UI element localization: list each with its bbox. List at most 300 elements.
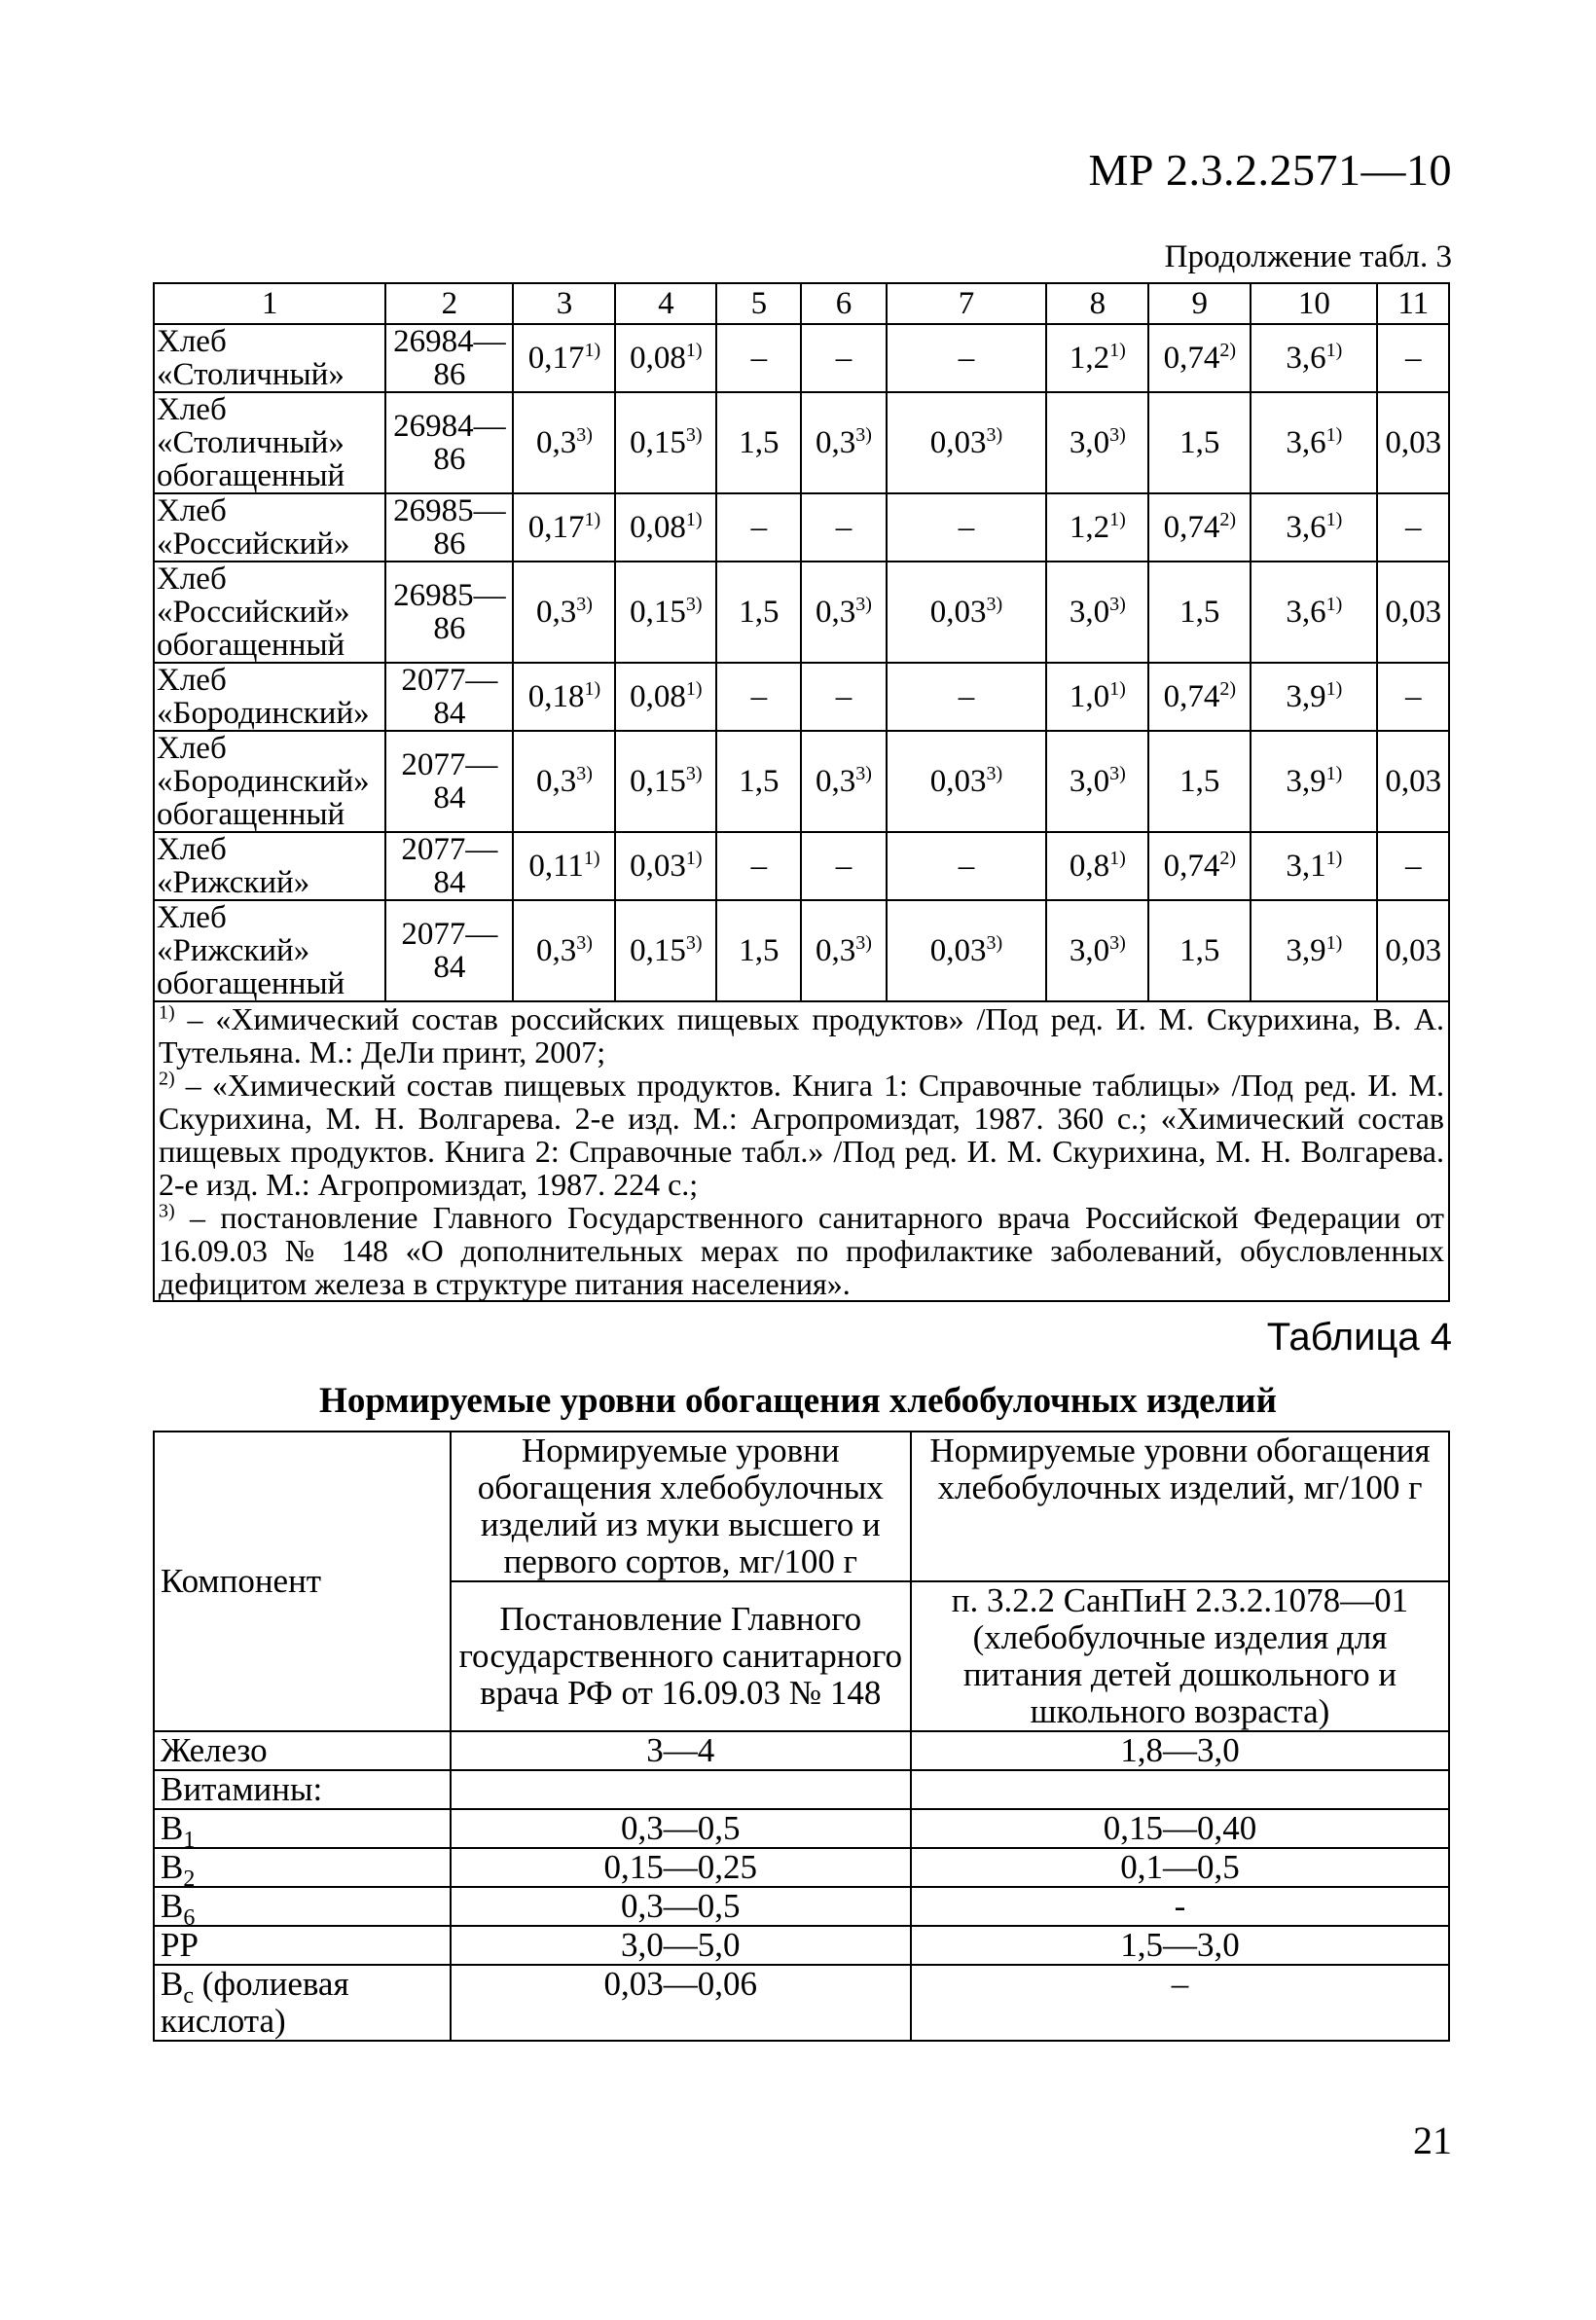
footnote-mark: 3) xyxy=(159,1200,175,1222)
table-4 xyxy=(153,1431,1450,2042)
norm-value-cell: - xyxy=(911,1887,1449,1926)
cell-value: 0,74 xyxy=(1163,510,1220,545)
table-cell xyxy=(801,731,886,832)
table-cell xyxy=(615,832,716,900)
cell-value: 3,6 xyxy=(1286,341,1326,376)
table-row xyxy=(154,832,1449,900)
table-cell xyxy=(716,562,801,663)
table-row xyxy=(154,324,1449,392)
cell-footnote-mark: 3) xyxy=(685,932,703,954)
cell-value: 1,5 xyxy=(739,933,780,968)
table-cell xyxy=(1046,324,1148,392)
table-cell xyxy=(1046,392,1148,493)
table-cell xyxy=(1046,731,1148,832)
table-cell xyxy=(716,900,801,1001)
cell-value: 0,03 xyxy=(630,849,686,884)
cell-value: 0,15 xyxy=(630,933,686,968)
cell-value: 0,15 xyxy=(630,425,686,460)
table-cell xyxy=(615,324,716,392)
cell-footnote-mark: 1) xyxy=(1109,509,1126,530)
cell-value: – xyxy=(1404,341,1422,376)
cell-value: 0,03 xyxy=(929,764,987,799)
table-cell xyxy=(887,324,1047,392)
table-cell xyxy=(801,900,886,1001)
table-cell xyxy=(513,392,615,493)
table-4-label: Таблица 4 xyxy=(1266,1316,1452,1359)
table-cell xyxy=(801,663,886,731)
cell-footnote-mark: 1) xyxy=(583,848,600,869)
table-cell xyxy=(1046,493,1148,562)
col2-source: Постановление Главного государственного санитарного врача РФ от 16.09.03 № 148 xyxy=(451,1581,911,1731)
cell-value: 2077—84 xyxy=(401,747,498,816)
norm-value-cell: 0,3—0,5 xyxy=(451,1887,911,1926)
cell-value: 3,6 xyxy=(1286,425,1326,460)
product-name-line: Хлеб xyxy=(157,324,227,359)
norm-value-cell: 3—4 xyxy=(451,1731,911,1770)
component-name: B xyxy=(161,1965,184,2003)
table-cell xyxy=(887,562,1047,663)
table-row xyxy=(154,731,1449,832)
table-cell xyxy=(385,900,513,1001)
table-row xyxy=(154,1887,1449,1926)
cell-value: – xyxy=(750,510,768,545)
cell-value: 0,03 xyxy=(929,933,987,968)
component-name: B xyxy=(161,1809,184,1847)
table-cell xyxy=(513,900,615,1001)
table-row xyxy=(154,1848,1449,1887)
cell-footnote-mark: 1) xyxy=(1325,509,1343,530)
component-cell xyxy=(154,1965,451,2041)
cell-value: 3,9 xyxy=(1286,764,1326,799)
footnote xyxy=(159,1201,1444,1300)
table-cell xyxy=(716,324,801,392)
table-cell xyxy=(385,392,513,493)
component-name: PP xyxy=(161,1926,199,1964)
column-number: 8 xyxy=(1046,283,1148,324)
cell-value: 0,11 xyxy=(528,849,584,884)
table-cell xyxy=(615,731,716,832)
cell-footnote-mark: 1) xyxy=(685,340,703,361)
table-cell xyxy=(1251,832,1377,900)
cell-value: – xyxy=(958,341,975,376)
component-suffix: (фолиевая кислота) xyxy=(161,1965,349,2040)
table-cell xyxy=(513,324,615,392)
cell-value: 0,74 xyxy=(1163,679,1220,714)
cell-value: 0,03 xyxy=(1385,764,1442,799)
product-name-line: Хлеб xyxy=(157,493,227,528)
cell-value: 2077—84 xyxy=(401,917,498,985)
product-name-line: Хлеб xyxy=(157,731,227,766)
product-name-line: Хлеб xyxy=(157,392,227,427)
cell-footnote-mark: 3) xyxy=(576,424,593,446)
cell-value: – xyxy=(1404,679,1422,714)
cell-value: 0,3 xyxy=(816,425,856,460)
cell-value: 26985—86 xyxy=(393,578,506,646)
cell-footnote-mark: 1) xyxy=(1325,340,1343,361)
cell-value: 1,5 xyxy=(739,425,780,460)
table-cell xyxy=(615,663,716,731)
table-row xyxy=(154,1809,1449,1848)
cell-value: 3,0 xyxy=(1069,764,1110,799)
cell-footnote-mark: 2) xyxy=(1219,509,1236,530)
cell-footnote-mark: 3) xyxy=(576,594,593,615)
cell-value: 1,5 xyxy=(1179,425,1220,460)
table-cell xyxy=(801,562,886,663)
cell-value: 0,08 xyxy=(630,510,686,545)
cell-footnote-mark: 3) xyxy=(1109,763,1126,784)
cell-value: – xyxy=(835,679,852,714)
table-cell xyxy=(1148,900,1251,1001)
cell-value: 0,08 xyxy=(630,679,686,714)
column-number: 10 xyxy=(1251,283,1377,324)
cell-value: 0,3 xyxy=(535,933,577,968)
component-subscript: c xyxy=(183,1983,195,2009)
cell-footnote-mark: 1) xyxy=(685,509,703,530)
table-cell xyxy=(513,731,615,832)
table-cell xyxy=(1046,832,1148,900)
component-cell xyxy=(154,1848,451,1892)
table-cell xyxy=(615,562,716,663)
table-cell xyxy=(1251,731,1377,832)
cell-footnote-mark: 3) xyxy=(986,763,1003,784)
table-cell xyxy=(615,392,716,493)
product-name-cell xyxy=(154,392,385,493)
col3-header: Нормируемые уровни обогащения хлебобулочных изделий, мг/100 г xyxy=(911,1432,1449,1581)
table-cell xyxy=(1377,562,1449,663)
product-name-cell xyxy=(154,493,385,562)
cell-footnote-mark: 1) xyxy=(685,848,703,869)
cell-value: 0,15 xyxy=(630,595,686,630)
cell-footnote-mark: 2) xyxy=(1219,340,1236,361)
footnote-text: – постановление Главного Государственного санитарного врача Российской Федерации от 16.09.03 № 148 «О дополнительных мерах по профилактике заболеваний, обусловленных дефицитом железа в структуре питания населения». xyxy=(159,1200,1444,1301)
table-cell xyxy=(385,324,513,392)
table-cell xyxy=(801,392,886,493)
table-cell xyxy=(1046,663,1148,731)
product-name-line: «Российский» xyxy=(157,595,350,630)
table-cell xyxy=(716,832,801,900)
table-cell xyxy=(1377,663,1449,731)
norm-value-cell: 0,03—0,06 xyxy=(451,1965,911,2041)
cell-value: 3,9 xyxy=(1286,933,1326,968)
table-cell xyxy=(1251,900,1377,1001)
cell-footnote-mark: 3) xyxy=(986,594,1003,615)
product-name-line: обогащенный xyxy=(157,966,345,1001)
table-cell xyxy=(1148,562,1251,663)
cell-value: 0,03 xyxy=(929,595,987,630)
table-cell xyxy=(1251,562,1377,663)
cell-value: 3,1 xyxy=(1286,849,1326,884)
table-cell xyxy=(615,493,716,562)
column-number: 4 xyxy=(615,283,716,324)
cell-footnote-mark: 1) xyxy=(1109,678,1126,700)
cell-value: – xyxy=(750,849,768,884)
product-name-line: обогащенный xyxy=(157,458,345,493)
cell-value: 0,74 xyxy=(1163,341,1220,376)
component-cell xyxy=(154,1887,451,1931)
cell-value: 3,9 xyxy=(1286,679,1326,714)
table-cell xyxy=(1148,731,1251,832)
table-cell xyxy=(887,900,1047,1001)
product-name-cell xyxy=(154,900,385,1001)
cell-value: 26985—86 xyxy=(393,493,506,562)
column-number: 9 xyxy=(1148,283,1251,324)
table-cell xyxy=(513,493,615,562)
cell-value: 3,6 xyxy=(1286,510,1326,545)
norm-value-cell: 0,1—0,5 xyxy=(911,1848,1449,1887)
cell-value: 2077—84 xyxy=(401,663,498,731)
cell-footnote-mark: 1) xyxy=(1325,848,1343,869)
component-cell xyxy=(154,1809,451,1853)
cell-footnote-mark: 1) xyxy=(1325,424,1343,446)
product-name-cell xyxy=(154,562,385,663)
cell-footnote-mark: 3) xyxy=(576,763,593,784)
cell-footnote-mark: 1) xyxy=(1109,340,1126,361)
cell-value: 1,5 xyxy=(1179,595,1220,630)
product-name-line: Хлеб xyxy=(157,663,227,698)
table-cell xyxy=(513,832,615,900)
table-cell xyxy=(716,663,801,731)
cell-value: 26984—86 xyxy=(393,324,506,392)
table-cell xyxy=(385,832,513,900)
table-cell xyxy=(801,324,886,392)
cell-value: 1,5 xyxy=(739,764,780,799)
cell-footnote-mark: 2) xyxy=(1219,848,1236,869)
cell-value: 0,3 xyxy=(816,933,856,968)
table-row xyxy=(154,392,1449,493)
table-cell xyxy=(716,493,801,562)
cell-footnote-mark: 3) xyxy=(855,932,872,954)
table-cell xyxy=(1377,900,1449,1001)
cell-value: 3,0 xyxy=(1069,933,1110,968)
component-name: Железо xyxy=(161,1731,268,1769)
component-header: Компонент xyxy=(154,1432,451,1731)
product-name-line: Хлеб xyxy=(157,562,227,597)
cell-value: 0,15 xyxy=(630,764,686,799)
table-cell xyxy=(513,663,615,731)
cell-value: 3,6 xyxy=(1286,595,1326,630)
column-number: 1 xyxy=(154,283,385,324)
cell-value: – xyxy=(958,849,975,884)
table-cell xyxy=(1046,562,1148,663)
norm-value-cell: 1,8—3,0 xyxy=(911,1731,1449,1770)
cell-value: 0,8 xyxy=(1069,849,1110,884)
product-name-line: обогащенный xyxy=(157,797,345,832)
component-subscript: 2 xyxy=(183,1867,196,1892)
cell-footnote-mark: 3) xyxy=(986,932,1003,954)
product-name-cell xyxy=(154,324,385,392)
cell-value: 1,2 xyxy=(1069,510,1110,545)
cell-footnote-mark: 3) xyxy=(685,594,703,615)
cell-value: 26984—86 xyxy=(393,409,506,477)
table-3-notes-row xyxy=(154,1001,1449,1301)
product-name-line: Хлеб «Рижский» xyxy=(157,900,310,968)
table-cell xyxy=(1377,324,1449,392)
cell-value: 0,3 xyxy=(535,595,577,630)
table-cell xyxy=(887,392,1047,493)
component-cell xyxy=(154,1926,451,1965)
cell-value: 0,03 xyxy=(929,425,987,460)
cell-value: 0,18 xyxy=(527,679,585,714)
table-cell xyxy=(1148,324,1251,392)
table-cell xyxy=(1251,493,1377,562)
norm-value-cell: 0,15—0,40 xyxy=(911,1809,1449,1848)
cell-value: – xyxy=(835,510,852,545)
norm-value-cell xyxy=(451,1770,911,1809)
cell-value: 3,0 xyxy=(1069,595,1110,630)
norm-value-cell: 1,5—3,0 xyxy=(911,1926,1449,1965)
cell-footnote-mark: 3) xyxy=(576,932,593,954)
table-cell xyxy=(716,392,801,493)
table-4-title: Нормируемые уровни обогащения хлебобулочных изделий xyxy=(319,1381,1277,1421)
cell-footnote-mark: 2) xyxy=(1219,678,1236,700)
cell-footnote-mark: 1) xyxy=(1109,848,1126,869)
product-name-line: «Бородинский» xyxy=(157,764,370,799)
cell-value: 0,3 xyxy=(816,595,856,630)
table-row xyxy=(154,562,1449,663)
product-name-cell xyxy=(154,731,385,832)
cell-footnote-mark: 3) xyxy=(855,594,872,615)
cell-footnote-mark: 3) xyxy=(685,763,703,784)
cell-value: 1,0 xyxy=(1069,679,1110,714)
table-row xyxy=(154,900,1449,1001)
cell-footnote-mark: 1) xyxy=(1325,678,1343,700)
table-cell xyxy=(615,900,716,1001)
column-number: 7 xyxy=(887,283,1047,324)
table-cell xyxy=(1046,900,1148,1001)
table-cell xyxy=(716,731,801,832)
table-cell xyxy=(1377,832,1449,900)
product-name-line: Хлеб «Рижский» xyxy=(157,832,310,900)
component-name: Витамины: xyxy=(161,1770,323,1808)
column-number: 3 xyxy=(513,283,615,324)
product-name-cell xyxy=(154,832,385,900)
component-subscript: 1 xyxy=(183,1828,196,1853)
product-name-line: «Столичный» xyxy=(157,425,345,460)
table-cell xyxy=(1251,324,1377,392)
table-cell xyxy=(887,663,1047,731)
cell-footnote-mark: 1) xyxy=(1325,763,1343,784)
table-cell xyxy=(1148,663,1251,731)
cell-value: 0,17 xyxy=(527,510,585,545)
cell-value: 1,2 xyxy=(1069,341,1110,376)
cell-value: 0,74 xyxy=(1163,849,1220,884)
cell-value: 0,3 xyxy=(816,764,856,799)
component-name: B xyxy=(161,1848,184,1886)
cell-value: 2077—84 xyxy=(401,832,498,900)
cell-footnote-mark: 3) xyxy=(1109,594,1126,615)
cell-value: 1,5 xyxy=(739,595,780,630)
cell-value: – xyxy=(958,510,975,545)
product-name-line: «Российский» xyxy=(157,526,350,562)
cell-footnote-mark: 1) xyxy=(584,678,601,700)
table-row xyxy=(154,493,1449,562)
table-row xyxy=(154,1965,1449,2041)
table-cell xyxy=(1251,392,1377,493)
table-continuation-label: Продолжение табл. 3 xyxy=(1164,239,1452,274)
footnote xyxy=(159,1069,1444,1201)
cell-value: – xyxy=(958,679,975,714)
table-cell xyxy=(801,832,886,900)
cell-value: – xyxy=(1404,510,1422,545)
cell-footnote-mark: 1) xyxy=(584,340,601,361)
product-name-line: обогащенный xyxy=(157,628,345,663)
norm-value-cell: 0,15—0,25 xyxy=(451,1848,911,1887)
document-code: МР 2.3.2.2571—10 xyxy=(1088,145,1452,195)
table-3-header-row xyxy=(154,283,1449,324)
table-cell xyxy=(1148,832,1251,900)
component-name: B xyxy=(161,1887,184,1925)
cell-footnote-mark: 3) xyxy=(1109,932,1126,954)
table-cell xyxy=(1377,392,1449,493)
footnote-mark: 2) xyxy=(159,1068,175,1090)
table-cell xyxy=(1251,663,1377,731)
cell-footnote-mark: 1) xyxy=(1325,932,1343,954)
footnote xyxy=(159,1002,1444,1069)
cell-value: – xyxy=(750,679,768,714)
table-cell xyxy=(887,832,1047,900)
cell-footnote-mark: 1) xyxy=(584,509,601,530)
cell-value: – xyxy=(835,341,852,376)
cell-footnote-mark: 1) xyxy=(1325,594,1343,615)
cell-value: 0,17 xyxy=(527,341,585,376)
table-cell xyxy=(385,493,513,562)
cell-value: 0,3 xyxy=(535,425,577,460)
table-cell xyxy=(1377,731,1449,832)
component-cell xyxy=(154,1770,451,1809)
table-cell xyxy=(1377,493,1449,562)
footnotes-cell xyxy=(154,1001,1449,1301)
cell-value: 0,03 xyxy=(1385,595,1442,630)
footnote-text: – «Химический состав пищевых продуктов. Книга 1: Справочные таблицы» /Под ред. И. М. Скурихина, М. Н. Волгарева. 2-е изд. М.: Агропромиздат, 1987. 360 с.; «Химический состав пищевых продуктов. Книга 2: Справочные табл.» /Под ред. И. М. Скурихина, М. Н. Волгарева. 2-е изд. М.: Агропромиздат, 1987. 224 с.; xyxy=(159,1068,1444,1202)
cell-value: – xyxy=(835,849,852,884)
component-cell xyxy=(154,1731,451,1770)
product-name-line: «Столичный» xyxy=(157,357,345,392)
table-3 xyxy=(153,282,1450,1302)
cell-value: 1,5 xyxy=(1179,764,1220,799)
cell-footnote-mark: 3) xyxy=(1109,424,1126,446)
table-cell xyxy=(1148,493,1251,562)
product-name-cell xyxy=(154,663,385,731)
column-number: 11 xyxy=(1377,283,1449,324)
table-row xyxy=(154,1770,1449,1809)
cell-value: 0,03 xyxy=(1385,425,1442,460)
cell-value: 0,3 xyxy=(535,764,577,799)
cell-value: 1,5 xyxy=(1179,933,1220,968)
cell-footnote-mark: 3) xyxy=(685,424,703,446)
page-number: 21 xyxy=(1413,2119,1452,2162)
cell-footnote-mark: 3) xyxy=(986,424,1003,446)
table-cell xyxy=(385,562,513,663)
table-row xyxy=(154,1731,1449,1770)
col2-header: Нормируемые уровни обогащения хлебобулочных изделий из муки высшего и первого сортов, мг/100 г xyxy=(451,1432,911,1581)
column-number: 6 xyxy=(801,283,886,324)
norm-value-cell: – xyxy=(911,1965,1449,2041)
cell-value: – xyxy=(750,341,768,376)
norm-value-cell: 0,3—0,5 xyxy=(451,1809,911,1848)
table-cell xyxy=(887,731,1047,832)
column-number: 5 xyxy=(716,283,801,324)
norm-value-cell xyxy=(911,1770,1449,1809)
table-cell xyxy=(887,493,1047,562)
cell-value: 3,0 xyxy=(1069,425,1110,460)
table-cell xyxy=(513,562,615,663)
table-row xyxy=(154,1926,1449,1965)
component-subscript: 6 xyxy=(183,1905,196,1931)
footnote-mark: 1) xyxy=(159,1001,175,1024)
table-cell xyxy=(385,731,513,832)
footnote-text: – «Химический состав российских пищевых продуктов» /Под ред. И. М. Скурихина, В. А. Тутельяна. М.: ДеЛи принт, 2007; xyxy=(159,1001,1444,1069)
table-cell xyxy=(385,663,513,731)
